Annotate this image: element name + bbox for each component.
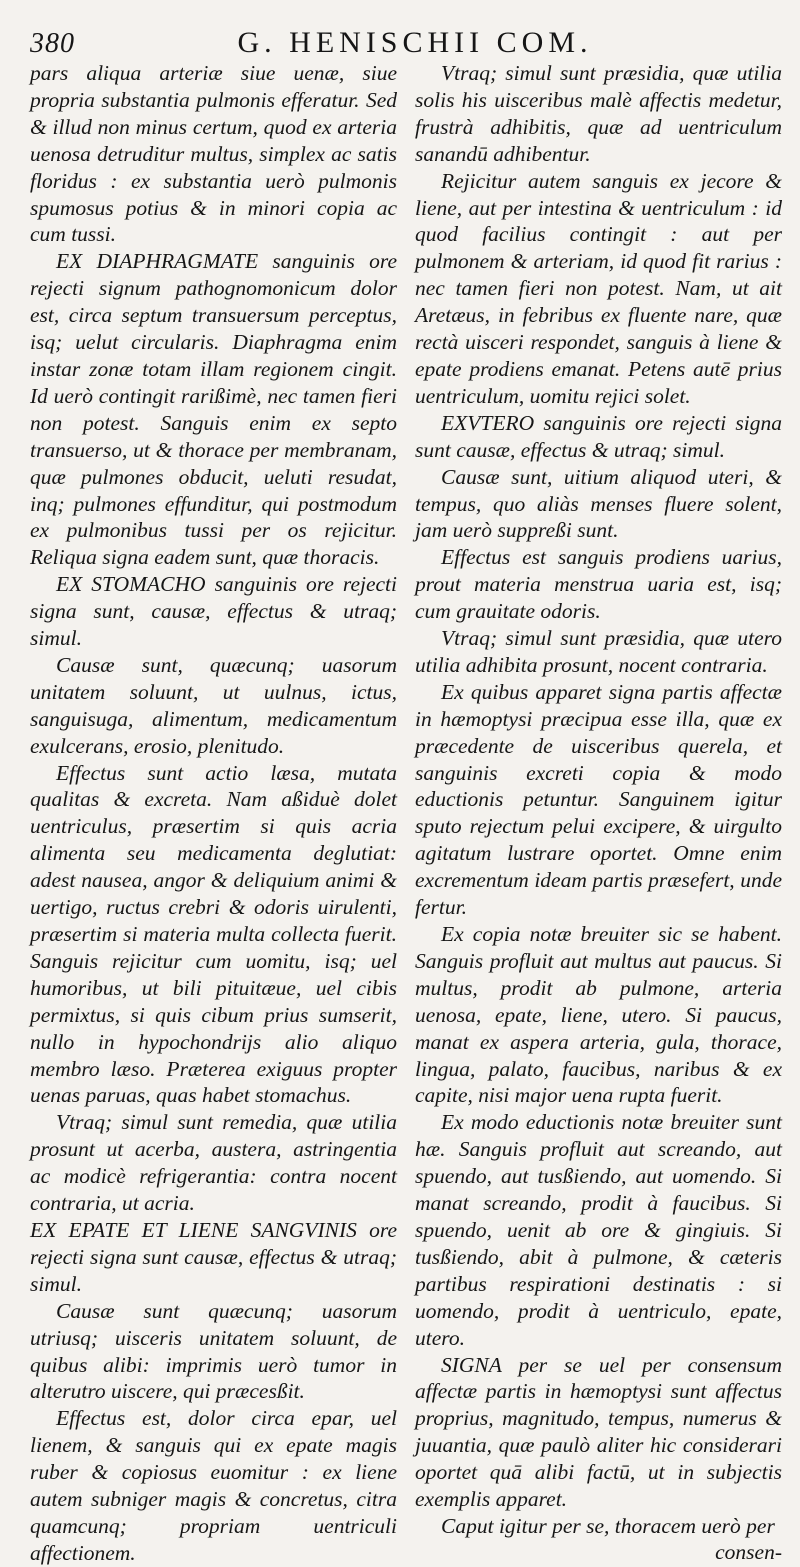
paragraph: Effectus est, dolor circa epar, uel lienem, & sanguis qui ex epate magis ruber & copiosus euomitur : ex liene autem subniger magis & concretus, citra quamcunq; propriam uentriculi affectionem. [30,1406,397,1565]
paragraph: EX EPATE ET LIENE SANGVINIS ore rejecti signa sunt causæ, effectus & utraq; simul. [30,1217,397,1296]
paragraph: Caput igitur per se, thoracem uerò per [441,1513,775,1538]
paragraph: EX DIAPHRAGMATE sanguinis ore rejecti signum pathognomonicum dolor est, circa septum transuersum perceptus, isq; uelut circularis. Diaphragma enim instar zonæ totam illam regionem cingit. Id uerò contingit rarißimè, nec tamen fieri non potest. Sanguis enim ex septo transuerso, ut & thorace per membranam, quæ pulmones obducit, ueluti resudat, inq; pulmones effunditur, qui postmodum ex pulmonibus tussi per os rejicitur. Reliqua signa eadem sunt, quæ thoracis. [30,249,397,570]
catchword: consen- [715,1539,782,1564]
paragraph: EX STOMACHO sanguinis ore rejecti signa sunt, causæ, effectus & utraq; simul. [30,572,397,651]
paragraph: Ex modo eductionis notæ breuiter sunt hæ. Sanguis profluit aut screando, aut spuendo, aut tusßiendo, aut uomendo. Si manat screando, prodit à faucibus. Si spuendo, uenit ab ore & gingiuis. Si tusßiendo, abit à pulmone, & cæteris partibus respirationi destinatis : si uomendo, prodit à uentriculo, epate, utero. [415,1110,782,1350]
paragraph: Effectus sunt actio læsa, mutata qualitas & excreta. Nam aßiduè dolet uentriculus, præsertim si quis acria alimenta seu medicamenta deglutiat: adest nausea, angor & deliquium animi & uertigo, ructus crebri & odoris uirulenti, præsertim si materia multa collecta fuerit. Sanguis rejicitur cum uomitu, isq; uel humoribus, ut bili pituitæue, uel cibis permixtus, si quis cibum prius sumserit, nullo in hypochondrijs alio aliquo membro læso. Præterea exiguus propter uenas paruas, quas habet stomachus. [30,760,397,1108]
paragraph: Effectus est sanguis prodiens uarius, prout materia menstrua uaria est, isq; cum grauitate odoris. [415,545,782,624]
paragraph: Rejicitur autem sanguis ex jecore & liene, aut per intestina & uentriculum : id quod facilius contingit : aut per pulmonem & arteriam, id quod fit rarius : nec tamen fieri non potest. Nam, ut ait Aretæus, in febribus ex fluente nare, quæ rectà uisceri respondet, sanguis à liene & epate prodiens emanat. Petens autē prius uentriculum, uomitu rejici solet. [415,168,782,408]
paragraph: EXVTERO sanguinis ore rejecti signa sunt causæ, effectus & utraq; simul. [415,410,782,462]
page-number: 380 [30,28,75,59]
paragraph: Causæ sunt, uitium aliquod uteri, & tempus, quo aliàs menses fluere solent, jam uerò suppreßi sunt. [415,464,782,543]
paragraph: Vtraq; simul sunt præsidia, quæ utilia solis his uisceribus malè affectis medetur, frustrà adhibitis, quæ ad uentriculum sanandū adhibentur. [415,61,782,166]
paragraph: Ex quibus apparet signa partis affectæ in hæmoptysi præcipua esse illa, quæ ex præcedente de uisceribus querela, et sanguinis excreti copia & modo eductionis petuntur. Sanguinem igitur sputo rejectum pelui excipere, & uirgulto agitatum lustrare oportet. Omne enim excrementum ideam partis præsefert, unde fertur. [415,679,782,920]
left-column [30,60,397,1565]
running-head: G. HENISCHII COM. [237,26,593,59]
paragraph: Ex copia notæ breuiter sic se habent. Sanguis profluit aut multus aut paucus. Si multus, prodit ab pulmone, arteria uenosa, epate, liene, utero. Si paucus, manat ex aspera arteria, gula, thorace, lingua, palato, faucibus, naribus & ex capite, nisi major uena rupta fuerit. [415,922,782,1108]
right-column [415,60,782,1564]
text-columns [30,60,782,1565]
paragraph: Causæ sunt, quæcunq; uasorum unitatem soluunt, ut uulnus, ictus, sanguisuga, alimentum, medicamentum exulcerans, erosio, plenitudo. [30,652,397,758]
paragraph: Vtraq; simul sunt remedia, quæ utilia prosunt ut acerba, austera, astringentia ac modicè refrigerantia: contra nocent contraria, ut acria. [30,1110,397,1216]
paragraph: pars aliqua arteriæ siue uenæ, siue propria substantia pulmonis efferatur. Sed & illud non minus certum, quod ex arteria uenosa detruditur multus, simplex ac satis floridus : ex substantia uerò pulmonis spumosus potius & in minori copia ac cum tussi. [30,61,397,247]
paragraph: Vtraq; simul sunt præsidia, quæ utero utilia adhibita prosunt, nocent contraria. [415,626,782,677]
paragraph: Causæ sunt quæcunq; uasorum utriusq; uisceris unitatem soluunt, de quibus alibi: imprimis uerò tumor in alterutro uiscere, qui præcesßit. [30,1298,397,1404]
paragraph: SIGNA per se uel per consensum affectæ partis in hæmoptysi sunt affectus proprius, magnitudo, tempus, numerus & juuantia, quæ paulò aliter hic considerari oportet quā alibi factū, ut in subjectis exemplis apparet. [415,1352,782,1512]
page-header [30,14,770,60]
